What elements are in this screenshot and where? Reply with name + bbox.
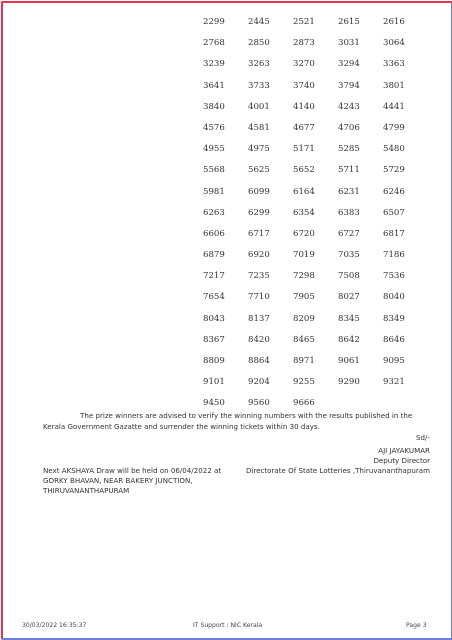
winning-number: 2299: [203, 17, 225, 27]
winning-number: 5480: [383, 144, 405, 155]
signature-sd: Sd/-: [416, 433, 430, 442]
winning-number: 7536: [383, 271, 405, 282]
winning-number: 5568: [203, 165, 225, 176]
next-draw-line-2: GORKY BHAVAN, NEAR BAKERY JUNCTION,: [43, 476, 193, 485]
winning-number: 6727: [338, 228, 360, 239]
winning-number: 7654: [203, 292, 225, 303]
winning-number: 5652: [293, 165, 315, 176]
next-draw-line-3: THIRUVANANTHAPURAM: [43, 486, 130, 495]
winning-number: 8809: [203, 356, 225, 366]
winning-number: 3363: [383, 59, 405, 70]
next-draw-line-1: Next AKSHAYA Draw will be held on 06/04/2022 at: [43, 466, 222, 475]
winning-number: 5711: [338, 165, 360, 176]
winning-number: 9321: [383, 377, 405, 388]
winning-number: 2521: [293, 17, 315, 27]
winning-number: 8642: [338, 334, 360, 345]
winning-number: 6383: [338, 207, 360, 218]
winning-number: 8864: [248, 356, 270, 366]
winning-number: 8465: [293, 334, 315, 345]
winning-number: 2445: [248, 17, 270, 27]
winning-number: 7035: [338, 250, 360, 261]
winning-number: 3294: [338, 59, 360, 70]
winning-number: 5285: [338, 144, 360, 155]
winning-number: 8209: [293, 313, 315, 324]
winning-number: 6717: [248, 228, 270, 239]
footer-support: IT Support : NIC Kerala: [193, 622, 263, 629]
winning-number: 6354: [293, 207, 315, 218]
signatory-office: Directorate Of State Lotteries ,Thiruvananthapuram: [245, 466, 430, 475]
winning-number: 9101: [203, 377, 225, 388]
winning-number: 7186: [383, 250, 405, 261]
winning-number: 3031: [338, 38, 360, 49]
footer-timestamp: 30/03/2022 16:35:37: [22, 622, 87, 629]
winning-number: 6099: [248, 186, 270, 197]
winning-number: 2615: [338, 17, 360, 27]
winning-number: 6606: [203, 228, 225, 239]
winning-number: 7298: [293, 271, 315, 282]
winning-numbers-grid: [203, 14, 428, 417]
winning-number: 2616: [383, 17, 405, 27]
winning-number: 2768: [203, 38, 225, 49]
winning-number: 4799: [383, 122, 405, 133]
winning-number: 9290: [338, 377, 360, 388]
winning-number: 6507: [383, 207, 405, 218]
winning-number: 9061: [338, 356, 360, 366]
winning-number: 4975: [248, 144, 270, 155]
winning-number: 6263: [203, 207, 225, 218]
winning-number: 6920: [248, 250, 270, 261]
winning-number: 3263: [248, 59, 270, 70]
winning-number: 4140: [293, 101, 315, 112]
winning-number: 8040: [383, 292, 405, 303]
footer-page-number: Page 3: [406, 622, 427, 629]
winning-number: 6164: [293, 186, 315, 197]
winning-number: 8043: [203, 313, 225, 324]
winning-number: 5729: [383, 165, 405, 176]
winning-number: 9666: [293, 398, 315, 409]
winning-number: 4581: [248, 122, 270, 133]
winning-number: 9255: [293, 377, 315, 388]
signatory-designation: Deputy Director: [373, 456, 430, 465]
winning-number: 2850: [248, 38, 270, 49]
winning-number: 5625: [248, 165, 270, 176]
winning-number: 8646: [383, 334, 405, 345]
winning-number: 5171: [293, 144, 315, 155]
winning-number: 3840: [203, 101, 225, 112]
winning-number: 6879: [203, 250, 225, 261]
winning-number: 8349: [383, 313, 405, 324]
winning-number: 9095: [383, 356, 405, 366]
winning-number: 8137: [248, 313, 270, 324]
winning-number: 5981: [203, 186, 225, 197]
winning-number: 4677: [293, 122, 315, 133]
winning-number: 3641: [203, 80, 225, 91]
winning-number: 3064: [383, 38, 405, 49]
winner-notice: The prize winners are advised to verify the winning numbers with the results published in the Kerala Government Gazatte and surrender the winning tickets within 30 days.: [43, 411, 413, 431]
signatory-name: AJI JAYAKUMAR: [378, 446, 430, 455]
winning-number: 4576: [203, 122, 225, 133]
winning-number: 7508: [338, 271, 360, 282]
winning-number: 8420: [248, 334, 270, 345]
winning-number: 4955: [203, 144, 225, 155]
winning-number: 6720: [293, 228, 315, 239]
winning-number: 4706: [338, 122, 360, 133]
winning-number: 7905: [293, 292, 315, 303]
winning-number: 4243: [338, 101, 360, 112]
winning-number: 8367: [203, 334, 225, 345]
winning-number: 4001: [248, 101, 270, 112]
winning-number: 6817: [383, 228, 405, 239]
winning-number: 8971: [293, 356, 315, 366]
winning-number: 3801: [383, 80, 405, 91]
winning-number: 8345: [338, 313, 360, 324]
winning-number: 3270: [293, 59, 315, 70]
winning-number: 7019: [293, 250, 315, 261]
winning-number: 9204: [248, 377, 270, 388]
winning-number: 6299: [248, 207, 270, 218]
winning-number: 8027: [338, 292, 360, 303]
winning-number: 7235: [248, 271, 270, 282]
winning-number: 9450: [203, 398, 225, 409]
winning-number: 9560: [248, 398, 270, 409]
winning-number: 3733: [248, 80, 270, 91]
winning-number: 6246: [383, 186, 405, 197]
winning-number: 2873: [293, 38, 315, 49]
winning-number: 7710: [248, 292, 270, 303]
winning-number: 3239: [203, 59, 225, 70]
winning-number: 7217: [203, 271, 225, 282]
winning-number: 6231: [338, 186, 360, 197]
winning-number: 4441: [383, 101, 405, 112]
winning-number: 3740: [293, 80, 315, 91]
winning-number: 3794: [338, 80, 360, 91]
